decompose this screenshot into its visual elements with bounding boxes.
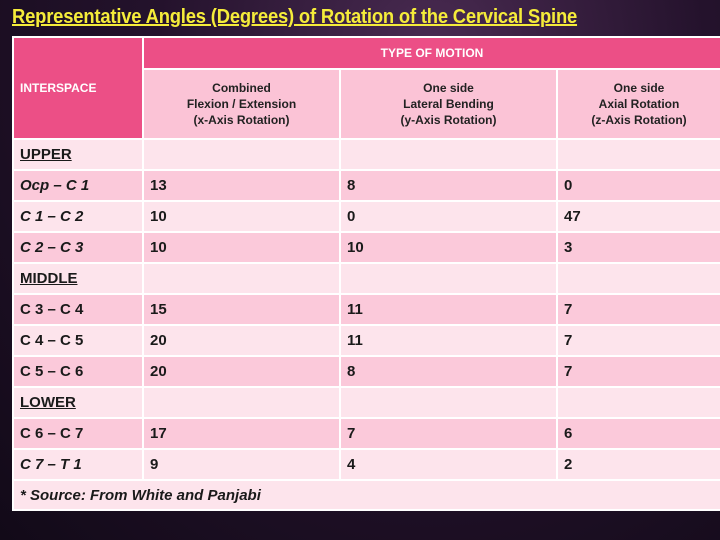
type-of-motion-header: TYPE OF MOTION [143,37,720,69]
row-label: Ocp – C 1 [13,170,143,201]
table-row [13,170,720,201]
value-cell [340,139,557,170]
section-row [13,263,720,294]
row-label: C 3 – C 4 [13,294,143,325]
row-label: C 6 – C 7 [13,418,143,449]
column-header-line: Flexion / Extension [186,97,297,111]
column-header-line: Axial Rotation [598,97,680,111]
table-row [13,418,720,449]
table-row [13,356,720,387]
value-cell [557,387,720,418]
value-cell: 7 [557,294,720,325]
value-cell: 8 [340,170,557,201]
column-header-line: (x-Axis Rotation) [193,113,290,127]
section-row [13,139,720,170]
column-header-line: (z-Axis Rotation) [591,113,687,127]
value-cell [340,263,557,294]
row-label: C 7 – T 1 [13,449,143,480]
value-cell [143,139,340,170]
interspace-header: INTERSPACE [13,37,143,139]
source-row [13,480,720,510]
table-row [13,232,720,263]
value-cell: 10 [143,232,340,263]
column-header-flexion [143,69,340,139]
value-cell: 2 [557,449,720,480]
table-row [13,294,720,325]
value-cell: 7 [557,356,720,387]
column-header-axial-rotation [557,69,720,139]
value-cell: 11 [340,294,557,325]
value-cell: 7 [340,418,557,449]
value-cell [143,263,340,294]
row-label: C 1 – C 2 [13,201,143,232]
row-label: C 4 – C 5 [13,325,143,356]
value-cell: 13 [143,170,340,201]
value-cell: 20 [143,356,340,387]
value-cell: 15 [143,294,340,325]
column-header-line: Lateral Bending [403,97,494,111]
column-header-line: One side [423,81,474,95]
section-label: UPPER [13,139,143,170]
value-cell: 4 [340,449,557,480]
table-row [13,201,720,232]
value-cell: 17 [143,418,340,449]
value-cell: 11 [340,325,557,356]
value-cell [557,263,720,294]
value-cell [557,139,720,170]
value-cell [143,387,340,418]
rotation-table [12,36,720,511]
value-cell: 3 [557,232,720,263]
section-label: MIDDLE [13,263,143,294]
value-cell: 10 [340,232,557,263]
value-cell [340,387,557,418]
value-cell: 20 [143,325,340,356]
row-label: C 2 – C 3 [13,232,143,263]
value-cell: 10 [143,201,340,232]
column-header-line: Combined [212,81,271,95]
value-cell: 8 [340,356,557,387]
table-row [13,325,720,356]
section-label: LOWER [13,387,143,418]
header-row [13,37,720,69]
row-label: C 5 – C 6 [13,356,143,387]
source-note: * Source: From White and Panjabi [13,480,720,510]
column-header-line: One side [613,81,665,95]
column-header-line: (y-Axis Rotation) [400,113,497,127]
slide-title: Representative Angles (Degrees) of Rotation of the Cervical Spine [12,6,578,28]
table-body [13,139,720,480]
table-row [13,449,720,480]
value-cell: 0 [557,170,720,201]
value-cell: 7 [557,325,720,356]
value-cell: 6 [557,418,720,449]
column-header-lateral-bending [340,69,557,139]
section-row [13,387,720,418]
value-cell: 0 [340,201,557,232]
value-cell: 47 [557,201,720,232]
value-cell: 9 [143,449,340,480]
